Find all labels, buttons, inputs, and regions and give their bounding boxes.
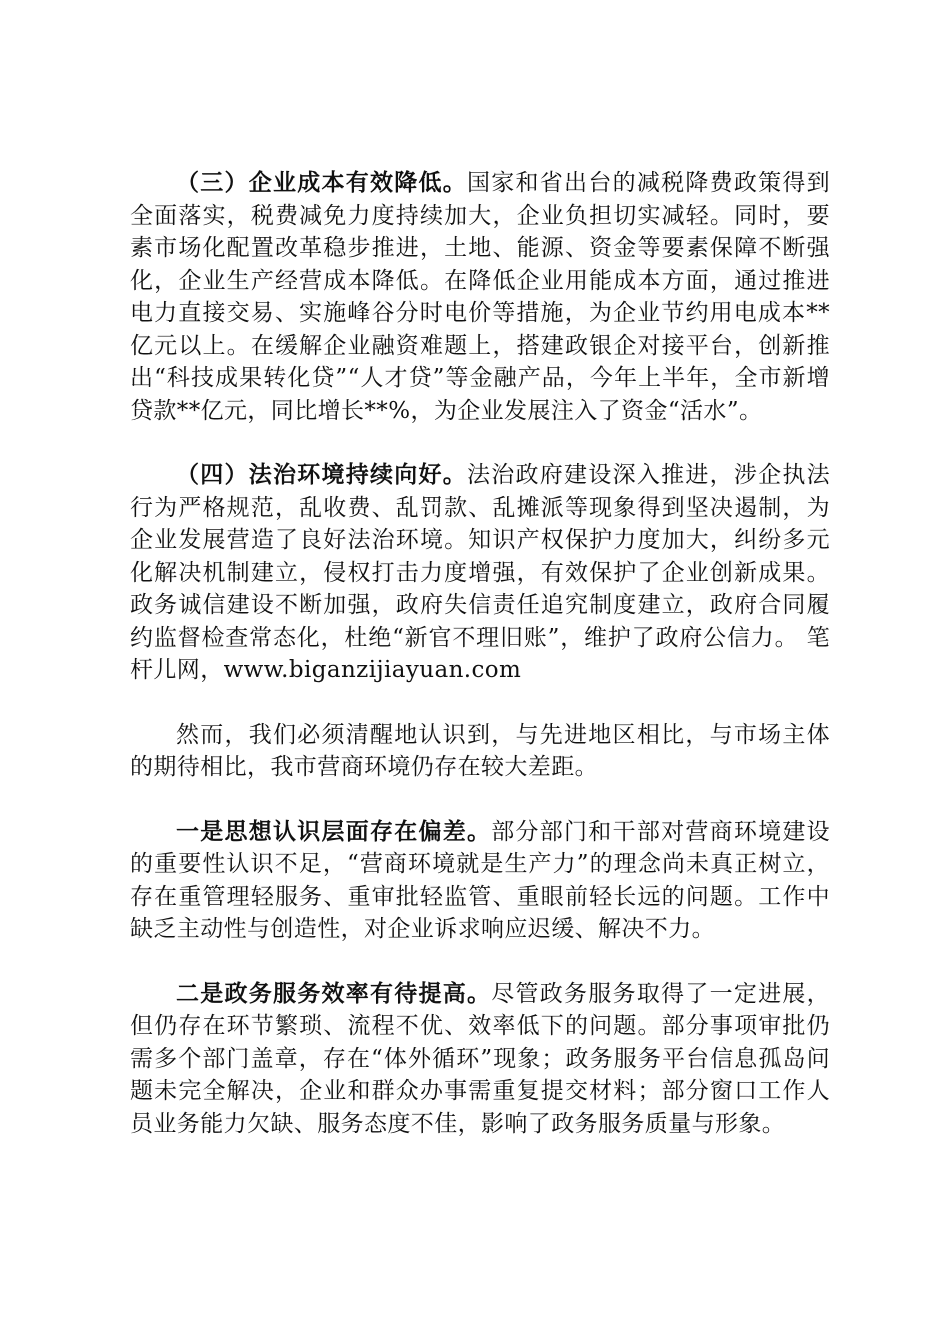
paragraph-body: 然而，我们必须清醒地认识到，与先进地区相比，与市场主体的期待相比，我市营商环境仍存在较大差距。	[130, 721, 830, 780]
paragraph-problem-awareness	[130, 816, 830, 946]
document-page	[130, 167, 830, 1172]
paragraph-body: 尽管政务服务取得了一定进展，但仍存在环节繁琐、流程不优、效率低下的问题。部分事项审批仍需多个部门盖章，存在“体外循环”现象；政务服务平台信息孤岛问题未完全解决，企业和群众办事需重复提交材料；部分窗口工作人员业务能力欠缺、服务态度不佳，影响了政务服务质量与形象。	[130, 980, 830, 1137]
paragraph-body: 法治政府建设深入推进，涉企执法行为严格规范，乱收费、乱罚款、乱摊派等现象得到坚决遏制，为企业发展营造了良好法治环境。知识产权保护力度加大，纠纷多元化解决机制建立，侵权打击力度增强，有效保护了企业创新成果。政务诚信建设不断加强，政府失信责任追究制度建立，政府合同履约监督检查常态化，杜绝“新官不理旧账”，维护了政府公信力。 笔杆儿网，www.biganzijiayuan.com	[130, 462, 830, 683]
paragraph-gap-summary	[130, 719, 830, 784]
paragraph-heading: （三）企业成本有效降低。	[176, 169, 468, 196]
paragraph-rule-of-law	[130, 459, 830, 687]
paragraph-cost-reduction	[130, 167, 830, 427]
paragraph-heading: （四）法治环境持续向好。	[176, 461, 468, 488]
paragraph-problem-efficiency	[130, 978, 830, 1141]
paragraph-heading: 二是政务服务效率有待提高。	[176, 979, 492, 1007]
paragraph-heading: 一是思想认识层面存在偏差。	[176, 817, 492, 845]
paragraph-body: 部分部门和干部对营商环境建设的重要性认识不足，“营商环境就是生产力”的理念尚未真正树立，存在重管理轻服务、重审批轻监管、重眼前轻长远的问题。工作中缺乏主动性与创造性，对企业诉求响应迟缓、解决不力。	[130, 818, 830, 942]
paragraph-body: 国家和省出台的减税降费政策得到全面落实，税费减免力度持续加大，企业负担切实减轻。同时，要素市场化配置改革稳步推进，土地、能源、资金等要素保障不断强化，企业生产经营成本降低。在降低企业用能成本方面，通过推进电力直接交易、实施峰谷分时电价等措施，为企业节约用电成本**亿元以上。在缓解企业融资难题上，搭建政银企对接平台，创新推出“科技成果转化贷”“人才贷”等金融产品，今年上半年，全市新增贷款**亿元，同比增长**%，为企业发展注入了资金“活水”。	[130, 170, 830, 424]
